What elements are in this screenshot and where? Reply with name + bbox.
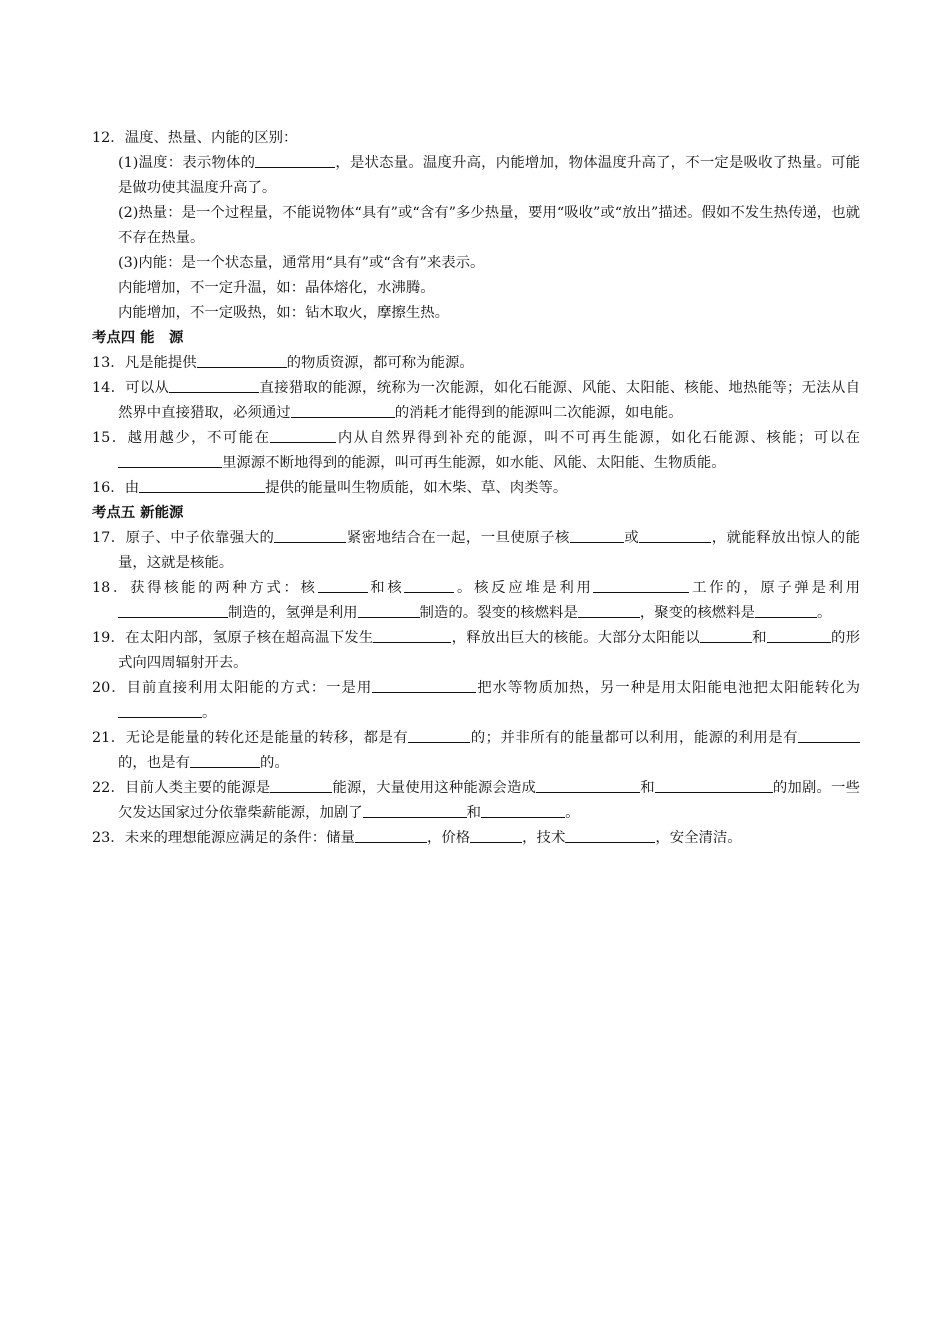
q20-text-c: 。: [202, 705, 217, 721]
q17-text-d: ，就能释放出惊人的能量，这就是核能。: [118, 530, 860, 571]
fill-blank[interactable]: [118, 702, 202, 718]
q18-text-h: 。: [816, 605, 832, 621]
fill-blank[interactable]: [798, 727, 860, 743]
question-23: [92, 826, 860, 851]
fill-blank[interactable]: [358, 602, 420, 618]
fill-blank[interactable]: [536, 777, 640, 793]
q20-text-a: 20．目前直接利用太阳能的方式：一是用: [92, 680, 373, 696]
q18-text-b: 和核: [367, 580, 405, 596]
fill-blank[interactable]: [318, 577, 368, 593]
q14-text-c: 的消耗才能得到的能源叫二次能源，如电能。: [394, 405, 683, 421]
q19-text-b: ，释放出巨大的核能。大部分太阳能以: [451, 630, 700, 646]
q12-p3-text: (3)内能：是一个状态量，通常用“具有”或“含有”来表示。: [118, 255, 485, 271]
q23-text-b: ，价格: [426, 830, 471, 846]
question-15: [92, 426, 860, 476]
fill-blank[interactable]: [274, 527, 346, 543]
section-heading-new-energy: 考点五 新能源: [92, 505, 184, 521]
question-12-part-2: [92, 201, 860, 251]
fill-blank[interactable]: [767, 627, 831, 643]
question-22: [92, 776, 860, 826]
q22-text-f: 。: [565, 805, 580, 821]
q23-text-c: ，技术: [522, 830, 566, 846]
q12-p1-text-b: ，是状态量。温度升高，内能增加，物体温度升高了，不一定是吸收了热量。可能是做功使其温度升高了。: [118, 155, 860, 196]
fill-blank[interactable]: [139, 477, 265, 493]
q22-text-c: 和: [640, 780, 655, 796]
question-16: [92, 476, 860, 501]
fill-blank[interactable]: [565, 827, 655, 843]
fill-blank[interactable]: [755, 602, 817, 618]
fill-blank[interactable]: [270, 427, 336, 443]
q19-text-c: 和: [751, 630, 767, 646]
fill-blank[interactable]: [197, 352, 287, 368]
fill-blank[interactable]: [355, 827, 427, 843]
fill-blank[interactable]: [190, 752, 260, 768]
fill-blank[interactable]: [578, 602, 640, 618]
fill-blank[interactable]: [118, 602, 228, 618]
q19-text-a: 19．在太阳内部，氢原子核在超高温下发生: [92, 630, 374, 646]
q18-text-g: ，聚变的核燃料是: [639, 605, 755, 621]
q18-text-c: 。核反应堆是利用: [454, 580, 594, 596]
q22-text-a: 22．目前人类主要的能源是: [92, 780, 271, 796]
question-19: [92, 626, 860, 676]
fill-blank[interactable]: [373, 627, 451, 643]
q13-text-b: 的物质资源，都可称为能源。: [286, 355, 474, 371]
q18-text-e: 制造的，氢弹是利用: [228, 605, 358, 621]
q12-p1-text-a: (1)温度：表示物体的: [118, 155, 256, 171]
fill-blank[interactable]: [639, 527, 711, 543]
q16-text-a: 16．由: [92, 480, 140, 496]
q17-text-c: 或: [623, 530, 640, 546]
q22-text-e: 和: [466, 805, 482, 821]
fill-blank[interactable]: [593, 577, 689, 593]
q18-text-a: 18．获得核能的两种方式：核: [92, 580, 318, 596]
q21-text-d: 的。: [259, 755, 289, 771]
q20-text-b: 把水等物质加热，另一种是用太阳能电池把太阳能转化为: [476, 680, 860, 696]
q12-p4-text: 内能增加，不一定升温，如：晶体熔化，水沸腾。: [118, 280, 435, 296]
q13-text-a: 13．凡是能提供: [92, 355, 197, 371]
question-12-part-1: [92, 151, 860, 201]
fill-blank[interactable]: [481, 802, 565, 818]
question-17: [92, 526, 860, 576]
q23-text-d: ，安全清洁。: [655, 830, 742, 846]
q21-text-a: 21．无论是能量的转化还是能量的转移，都是有: [92, 730, 409, 746]
q18-text-d: 工作的，原子弹是利用: [689, 580, 860, 596]
fill-blank[interactable]: [372, 677, 476, 693]
question-21: [92, 726, 860, 776]
q14-text-b: 直接猎取的能源，统称为一次能源，如化石能源、风能、太阳能、核能、地热能等；无法从自然界中直接猎取，必须通过: [118, 380, 861, 421]
worksheet-content: [92, 126, 860, 851]
fill-blank[interactable]: [363, 802, 467, 818]
fill-blank[interactable]: [255, 152, 335, 168]
q16-text-b: 提供的能量叫生物质能，如木柴、草、肉类等。: [265, 480, 568, 496]
fill-blank[interactable]: [169, 377, 259, 393]
q15-text-c: 里源源不断地得到的能源，叫可再生能源，如水能、风能、太阳能、生物质能。: [222, 455, 726, 471]
question-12-note-2: [92, 301, 860, 326]
question-20: [92, 676, 860, 726]
q19-text-d: 的形式向四周辐射开去。: [118, 630, 860, 671]
fill-blank[interactable]: [291, 402, 395, 418]
question-12-title: [92, 126, 860, 151]
question-12-part-3: [92, 251, 860, 276]
q15-text-a: 15．越用越少，不可能在: [92, 430, 271, 446]
q21-text-b: 的；并非所有的能量都可以利用，能源的利用是有: [470, 730, 798, 746]
question-14: [92, 376, 860, 426]
q22-text-b: 能源，大量使用这种能源会造成: [332, 780, 537, 796]
q21-text-c: 的，也是有: [118, 755, 190, 771]
fill-blank[interactable]: [700, 627, 752, 643]
fill-blank[interactable]: [570, 527, 624, 543]
fill-blank[interactable]: [408, 727, 470, 743]
section-heading-energy: 考点四 能 源: [92, 330, 184, 346]
q17-text-a: 17．原子、中子依靠强大的: [92, 530, 275, 546]
q12-title-text: 12．温度、热量、内能的区别：: [92, 130, 298, 146]
q12-p5-text: 内能增加，不一定吸热，如：钻木取火，摩擦生热。: [118, 305, 449, 321]
q12-p2-text: (2)热量：是一个过程量，不能说物体“具有”或“含有”多少热量，要用“吸收”或“放出”描述。假如不发生热传递，也就不存在热量。: [118, 205, 860, 246]
q17-text-b: 紧密地结合在一起，一旦使原子核: [346, 530, 570, 546]
question-18: [92, 576, 860, 626]
q22-text-d: 的加剧。一些欠发达国家过分依靠柴薪能源，加剧了: [118, 780, 860, 821]
fill-blank[interactable]: [655, 777, 773, 793]
fill-blank[interactable]: [118, 452, 222, 468]
q15-text-b: 内从自然界得到补充的能源，叫不可再生能源，如化石能源、核能；可以在: [336, 430, 860, 446]
fill-blank[interactable]: [270, 777, 332, 793]
fill-blank[interactable]: [404, 577, 454, 593]
q18-text-f: 制造的。裂变的核燃料是: [419, 605, 578, 621]
q14-text-a: 14．可以从: [92, 380, 170, 396]
fill-blank[interactable]: [470, 827, 522, 843]
question-13: [92, 351, 860, 376]
question-12-note-1: [92, 276, 860, 301]
q23-text-a: 23．未来的理想能源应满足的条件：储量: [92, 830, 355, 846]
